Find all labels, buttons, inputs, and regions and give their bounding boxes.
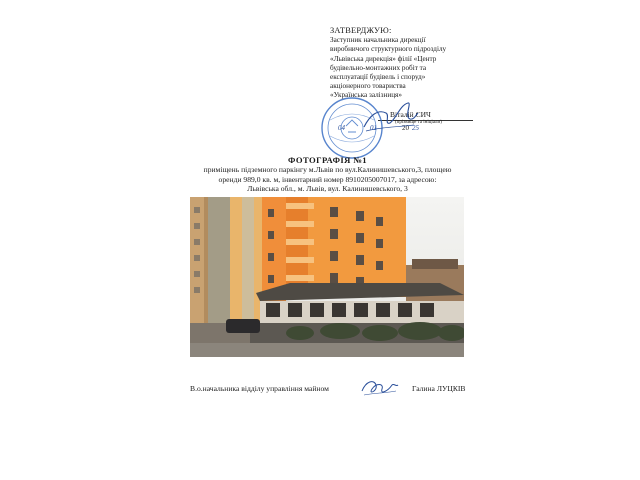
photo-title: ФОТОГРАФІЯ №1: [288, 155, 367, 165]
date-year-prefix: 20: [402, 124, 409, 132]
building-photo: [190, 197, 464, 357]
description-line: приміщень підземного паркінгу м.Львів по вул.Калинишевського,3, площею: [203, 165, 452, 175]
signer-caption: (прізвище та ініціали): [395, 120, 442, 125]
approval-line: акціонерного товариства: [330, 82, 406, 91]
approval-line: «Українська залізниця»: [330, 91, 402, 100]
document-title-block: [190, 156, 465, 194]
date-year-suffix: 25: [412, 124, 419, 132]
footer-name: Галина ЛУЦКІВ: [412, 384, 466, 393]
date-day: 04: [338, 124, 345, 132]
description-line: Львівська обл., м. Львів, вул. Калинишевського, 3: [247, 184, 408, 194]
approval-line: виробничого структурного підрозділу: [330, 45, 447, 54]
approval-line: Заступник начальника дирекції: [330, 36, 426, 45]
description-line: оренди 989,0 кв. м, інвентарний номер 8910205007017, за адресою:: [218, 174, 437, 184]
approval-line: експлуатації будівель і споруд»: [330, 73, 426, 82]
footer-position: В.о.начальника відділу управління майном: [190, 384, 329, 393]
approval-block: [330, 26, 490, 101]
approval-heading: ЗАТВЕРДЖУЮ:: [330, 26, 392, 35]
date-month: 01: [370, 124, 377, 132]
approval-signature-icon: [360, 97, 420, 135]
signer-name: Віталій СИЧ: [390, 110, 431, 119]
approval-line: будівельно-монтажних робіт та: [330, 63, 427, 72]
footer-signature-icon: [358, 377, 400, 399]
approval-line: «Львівська дирекція» філії «Центр: [330, 54, 437, 63]
